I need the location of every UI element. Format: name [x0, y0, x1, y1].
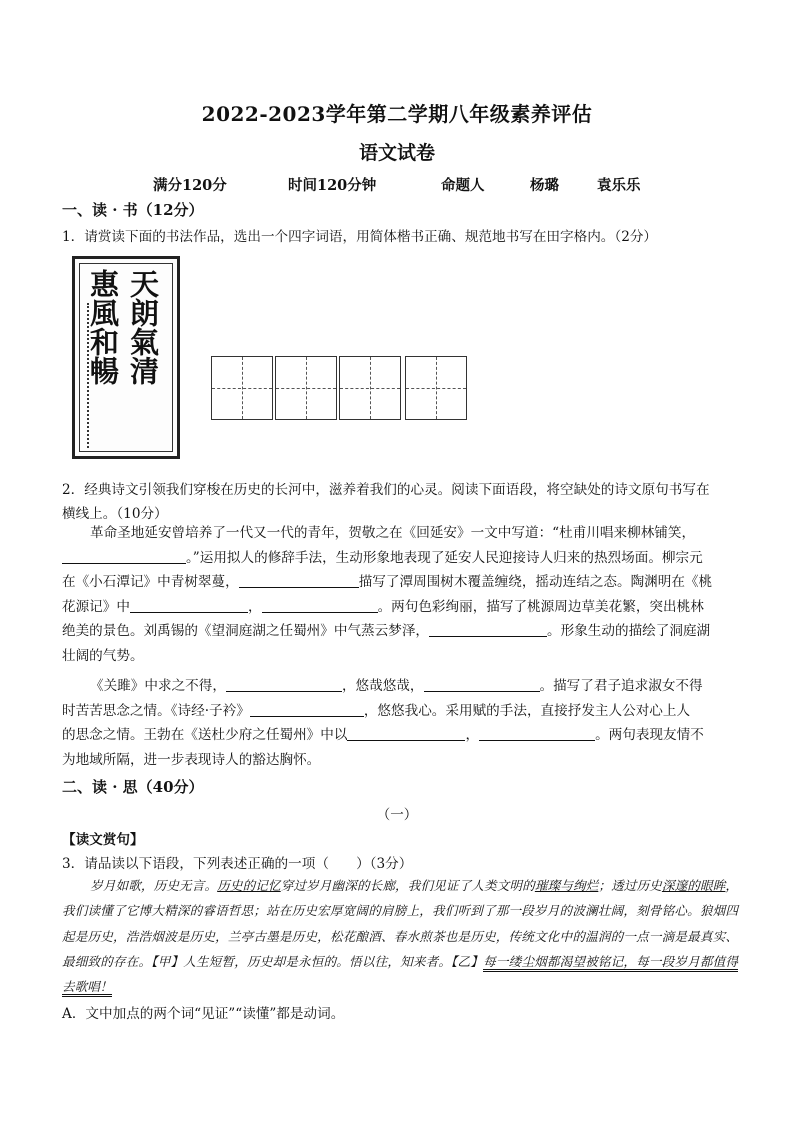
text: 在《小石潭记》中青树翠蔓，	[62, 574, 239, 591]
question-3: 3．请品读以下语段，下列表述正确的一项（ ）（3分）	[62, 856, 413, 872]
answer-blank-4[interactable]	[262, 597, 378, 613]
answer-blank-7[interactable]	[424, 676, 540, 692]
text: ，	[465, 727, 480, 744]
text: ，悠哉悠哉，	[341, 678, 424, 694]
text: 。形象生动的描绘了洞庭湖	[547, 623, 711, 640]
option-a: A．文中加点的两个词“见证”“读懂”都是动词。	[62, 1006, 345, 1022]
author-name-2: 袁乐乐	[597, 177, 641, 194]
full-score: 满分120分	[153, 177, 227, 194]
exam-subtitle: 语文试卷	[358, 142, 435, 164]
section-1-heading: 一、读 · 书（12分）	[62, 201, 204, 219]
calligraphy-column-2: 惠風和暢	[86, 269, 120, 385]
text: ，我们读懂了它博大精深的睿语哲思；站在历史宏厚宽阔的肩膀上，我们听到了那一段岁月的波澜壮阔，刻骨铭心。狼烟四起是历史，浩浩烟波是历史，兰亭古墨是历史，松花酿酒、春水煎茶也是历史，传统文化中的温润的一点一滴是最真实、最细致的存在。【甲】人生短暂，历史却是永恒的。悟以往，知来者。【乙】	[62, 878, 739, 969]
answer-blank-2[interactable]	[239, 572, 359, 588]
text: 。描写了君子追求淑女不得	[539, 678, 703, 694]
reading-passage	[62, 873, 738, 999]
underlined-phrase: 历史的记忆	[217, 878, 281, 893]
text: 壮阔的气势。	[62, 647, 144, 664]
text: ，悠悠我心。采用赋的手法，直接抒发主人公对心上人	[363, 702, 691, 719]
tianzige-box-2[interactable]	[275, 356, 337, 420]
question-2-paragraph-2	[62, 674, 734, 772]
answer-blank-10[interactable]	[479, 725, 595, 741]
text: 花源记》中	[62, 598, 130, 615]
text: 时苦苦思念之情。《诗经·子衿》	[62, 702, 250, 719]
question-2-line-1: 2．经典诗文引领我们穿梭在历史的长河中，滋养着我们的心灵。阅读下面语段，将空缺处的诗文原句书写在	[62, 482, 710, 498]
tianzige-box-3[interactable]	[339, 356, 401, 420]
text: 。”运用拟人的修辞手法，生动形象地表现了延安人民迎接诗人归来的热烈场面。柳宗元	[186, 549, 703, 566]
author-label: 命题人	[441, 177, 485, 194]
text: 《关雎》中求之不得，	[90, 678, 226, 694]
text: ，	[247, 598, 262, 615]
text: 岁月如歌，历史无言。	[90, 878, 218, 893]
author-name-1: 杨璐	[530, 177, 559, 194]
calligraphy-column-1: 天朗氣清	[126, 269, 160, 385]
answer-blank-5[interactable]	[429, 621, 547, 637]
tianzige-box-4[interactable]	[405, 356, 467, 420]
tianzige-box-1[interactable]	[211, 356, 273, 420]
exam-title: 2022-2023学年第二学期八年级素养评估	[201, 102, 593, 126]
text: 。两句色彩绚丽，描写了桃源周边草美花繁，突出桃林	[377, 598, 704, 615]
answer-blank-6[interactable]	[226, 676, 342, 692]
text: 描写了潭周围树木覆盖缠绕，摇动连结之态。陶渊明在《桃	[358, 574, 713, 591]
exam-time: 时间120分钟	[288, 177, 377, 194]
answer-blank-1[interactable]	[62, 548, 186, 564]
text: 。两句表现友情不	[595, 727, 704, 744]
underlined-phrase: 深邃的眼眸	[661, 878, 726, 893]
underlined-phrase: 璀璨与绚烂	[534, 878, 599, 893]
text: 为地域所隔，进一步表现诗人的豁达胸怀。	[62, 751, 321, 768]
answer-blank-9[interactable]	[347, 725, 465, 741]
answer-blank-8[interactable]	[250, 701, 364, 717]
part-1-marker: （一）	[376, 807, 418, 823]
text: 穿过岁月幽深的长廊，我们见证了人类文明的	[280, 878, 535, 893]
text: ；透过历史	[598, 878, 662, 893]
reading-label: 【读文赏句】	[62, 832, 144, 848]
calligraphy-artwork	[72, 256, 180, 459]
answer-blank-3[interactable]	[130, 597, 248, 613]
section-2-heading: 二、读 · 思（40分）	[62, 778, 204, 796]
text: 革命圣地延安曾培养了一代又一代的青年，贺敬之在《回延安》一文中写道：“杜甫川唱来柳林铺笑，	[90, 525, 696, 541]
question-1: 1．请赏读下面的书法作品，选出一个四字词语，用简体楷书正确、规范地书写在田字格内。（2分）	[62, 229, 658, 245]
question-2-line-2: 横线上。（10分）	[62, 506, 168, 522]
text: 的思念之情。王勃在《送杜少府之任蜀州》中以	[62, 727, 348, 744]
double-underlined-sentence: 每一缕尘烟都渴望被铭记，每一段岁月都值得去歌唱！	[62, 954, 738, 997]
question-2-paragraph-1	[62, 521, 734, 669]
text: 绝美的景色。刘禹锡的《望洞庭湖之任蜀州》中气蒸云梦泽，	[62, 623, 430, 640]
